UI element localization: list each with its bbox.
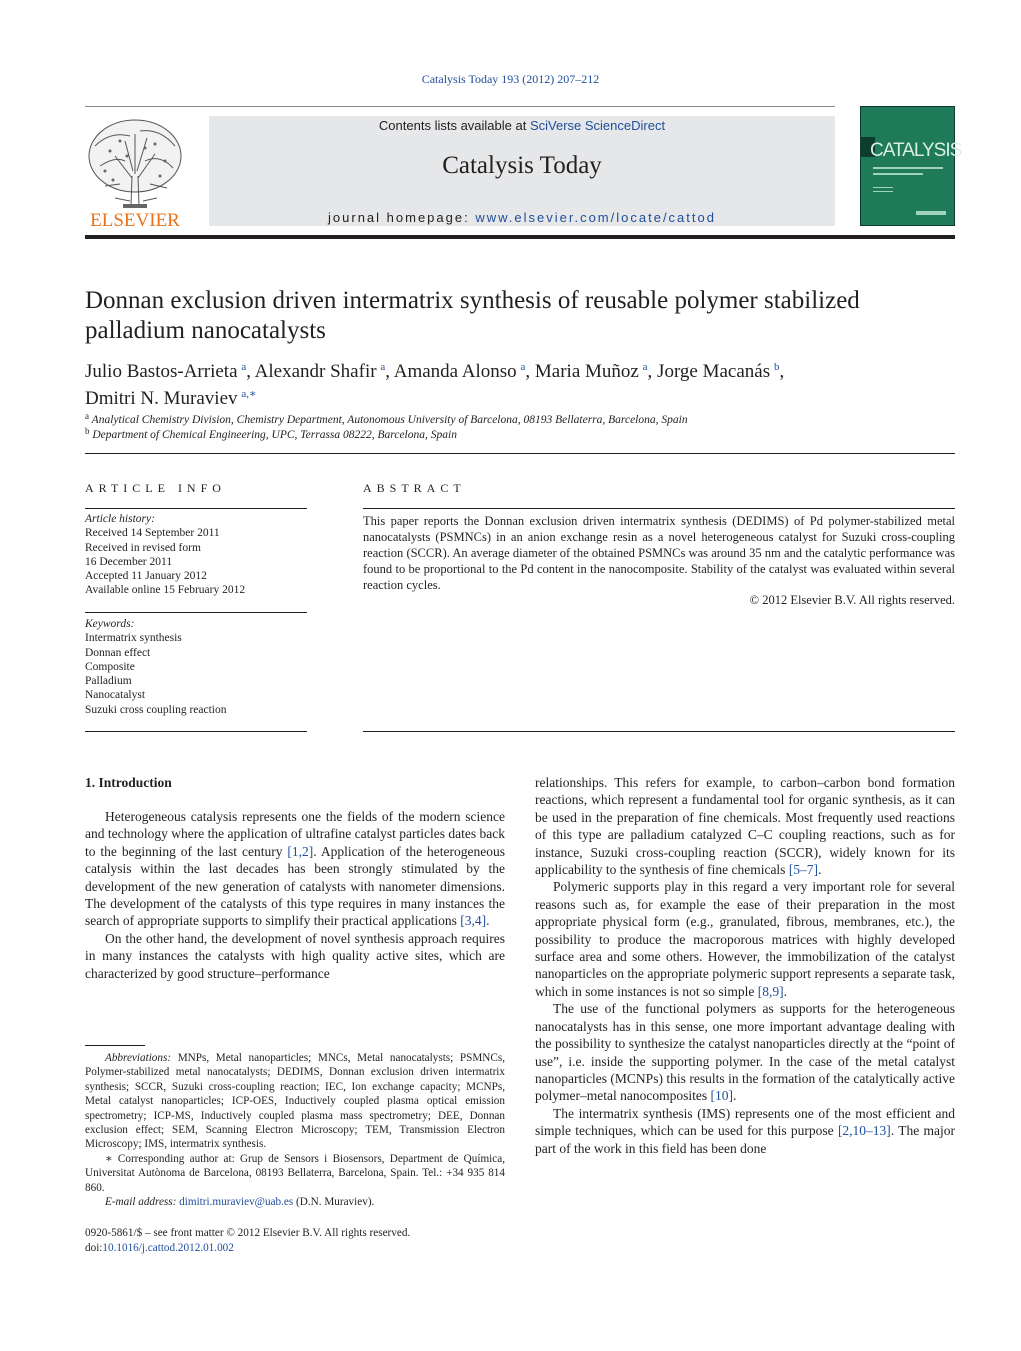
abstract-heading: ABSTRACT xyxy=(363,481,466,495)
body-paragraph xyxy=(85,808,505,930)
keywords xyxy=(85,617,307,717)
abstract-rule xyxy=(363,508,955,509)
affiliation-a xyxy=(85,411,688,426)
author-name: Alexandr Shafir xyxy=(254,361,377,382)
author-affiliation-marker[interactable]: a,∗ xyxy=(241,388,257,400)
keyword-item: Suzuki cross coupling reaction xyxy=(85,703,227,716)
author-separator: , xyxy=(385,361,394,382)
author-separator: , xyxy=(647,361,658,382)
body-column-right xyxy=(535,774,955,1157)
author-name: Jorge Macanás xyxy=(657,361,771,382)
footnotes xyxy=(85,1051,505,1209)
author-name: Dmitri N. Muraviev xyxy=(85,388,238,409)
history-label: Article history: xyxy=(85,513,155,525)
publisher-name: ELSEVIER xyxy=(90,210,180,228)
elsevier-logo xyxy=(85,116,185,228)
article-history xyxy=(85,512,307,598)
body-paragraph xyxy=(535,878,955,1000)
body-text: On the other hand, the development of novel synthesis approach requires in many instances the catalysts with high quality active sites, which are characterized by good structure–performance xyxy=(85,930,505,981)
body-column-left xyxy=(85,808,505,982)
homepage-prefix: journal homepage: xyxy=(328,210,476,225)
doi-link[interactable]: 10.1016/j.cattod.2012.01.002 xyxy=(102,1242,234,1254)
body-text: . xyxy=(732,1088,737,1104)
issn-block xyxy=(85,1226,410,1256)
author-name: Julio Bastos-Arrieta xyxy=(85,361,238,382)
email-label: E-mail address: xyxy=(105,1196,177,1209)
keywords-label: Keywords: xyxy=(85,618,135,630)
header-top-rule xyxy=(85,106,835,107)
article-info-heading: ARTICLE INFO xyxy=(85,481,226,495)
author-affiliation-marker[interactable]: a xyxy=(520,361,526,373)
journal-title: Catalysis Today xyxy=(442,152,602,179)
doi-prefix: doi: xyxy=(85,1242,103,1254)
body-paragraph xyxy=(535,774,955,878)
author-affiliation-marker[interactable]: a xyxy=(380,361,386,373)
keyword-item: Donnan effect xyxy=(85,646,151,659)
cover-art xyxy=(861,107,955,226)
email-suffix: (D.N. Muraviev). xyxy=(293,1196,375,1209)
author-separator: , xyxy=(779,361,785,382)
keyword-item: Palladium xyxy=(85,675,132,688)
history-items xyxy=(85,526,307,597)
email-footnote xyxy=(85,1195,505,1209)
citation-link[interactable]: [2,10–13] xyxy=(837,1123,891,1139)
author-separator: , xyxy=(525,361,535,382)
corresponding-author-footnote: ∗ Corresponding author at: Grup de Sensors i Biosensors, Department de Química, Universitat Autònoma de Barcelona, 08193 Bellaterra, Barcelona, Spain. Tel.: +34 935 814 860. xyxy=(85,1152,505,1194)
email-link[interactable]: dimitri.muraviev@uab.es xyxy=(179,1196,294,1209)
meta-divider xyxy=(85,453,955,454)
body-text: relationships. This refers for example, to carbon–carbon bond formation reactions, which represent a fundamental tool for organic synthesis, as it can be used in the preparation of fine chemicals. Most frequently used reactions of this type are palladium catalyzed C–C coupling reactions, such as for instance, Suzuki cross-coupling reaction (SCCR), widely known for its applicability to the synthesis of fine chemicals xyxy=(535,775,955,878)
body-text: . xyxy=(783,983,787,999)
keyword-item: Composite xyxy=(85,660,135,673)
introduction-heading: 1. Introduction xyxy=(85,775,172,790)
body-text: . xyxy=(486,913,490,929)
affiliation-b xyxy=(85,426,457,441)
body-text: The intermatrix synthesis (IMS) represents one of the most efficient and simple techniques, which can be used for this purpose xyxy=(535,1105,955,1139)
abstract-text: This paper reports the Donnan exclusion driven intermatrix synthesis (DEDIMS) of Pd polymer-stabilized metal nanocatalysts (PSMNCs) in an anion exchange resin as a novel heterogeneous catalyst for Suzuki cross-coupling reaction (SCCR). An average diameter of the obtained PSMNCs was around 35 nm and the catalytic performance was found to be proportional to the Pd content in the nanocomposite. Stability of the catalyst was evaluated within several reaction cycles. xyxy=(363,514,955,592)
journal-cover-image xyxy=(860,106,955,226)
citation-link[interactable]: [10] xyxy=(710,1088,733,1104)
author-separator: , xyxy=(246,361,255,382)
abbreviations-text: MNPs, Metal nanoparticles; MNCs, Metal nanocatalysts; PSMNCs, Polymer-stabilized metal nanocatalysts; DEDIMS, Donnan exclusion driven intermatrix synthesis; SCCR, Suzuki cross-coupling reaction; IEC, Ion exchange capacity; MCNPs, Metal catalyst nanoparticles; ICP-OES, Inductively coupled plasma optical emission spectrometry; ICP-MS, Inductively coupled plasma mass spectrometry; DEE, Donnan exclusion effect; SEM, Scanning Electron Microscopy; TEM, Transmission Electron Microscopy; IMS, intermatrix synthesis. xyxy=(85,1052,505,1151)
affiliation-text: Department of Chemical Engineering, UPC, Terrassa 08222, Barcelona, Spain xyxy=(92,429,457,441)
body-text: Heterogeneous catalysis represents one the fields of the modern science and technology where the application of ultrafine catalyst particles dates back to the beginning of the last century xyxy=(85,809,505,859)
journal-reference[interactable]: Catalysis Today 193 (2012) 207–212 xyxy=(421,72,600,86)
author-list xyxy=(85,356,955,410)
affiliation-marker: b xyxy=(85,426,90,436)
article-title: Donnan exclusion driven intermatrix synthesis of reusable polymer stabilized palladium nanocatalysts xyxy=(85,287,860,344)
doi-line xyxy=(85,1241,410,1256)
article-info-rule xyxy=(85,508,307,509)
author-affiliation-marker[interactable]: a xyxy=(642,361,648,373)
affiliation-marker: a xyxy=(85,411,89,421)
citation-link[interactable]: [8,9] xyxy=(757,983,784,999)
abbreviations-label: Abbreviations: xyxy=(105,1052,172,1064)
citation-link[interactable]: [3,4] xyxy=(460,913,487,929)
issn-line: 0920-5861/$ – see front matter © 2012 Elsevier B.V. All rights reserved. xyxy=(85,1227,411,1239)
body-paragraph xyxy=(535,1000,955,1104)
abstract-rule xyxy=(363,731,955,732)
article-info-rule xyxy=(85,612,307,613)
affiliation-text: Analytical Chemistry Division, Chemistry Department, Autonomous University of Barcelona, 08193 Bellaterra, Barcelona, Spain xyxy=(91,414,688,426)
keyword-item: Intermatrix synthesis xyxy=(85,632,182,645)
body-text: . The major part of the work in this field has been done xyxy=(535,1123,956,1156)
citation-link[interactable]: [5–7] xyxy=(788,862,819,878)
citation-link[interactable]: [1,2] xyxy=(287,843,314,859)
history-entry: Available online 15 February 2012 xyxy=(85,584,246,597)
body-text: . Application of the heterogeneous catalysis within the last decades has been strongly stimulated by the development of the new generation of catalysts with nanometer dimensions. The development of the catalysts of this type requires in many instances the search of appropriate supports to simplify their practical applications xyxy=(85,843,506,929)
author-affiliation-marker[interactable]: a xyxy=(241,361,247,373)
author-affiliation-marker[interactable]: b xyxy=(773,361,780,373)
header-thick-rule xyxy=(85,235,955,239)
article-info-rule xyxy=(85,731,307,732)
history-entry: Received 14 September 2011 xyxy=(85,527,220,540)
body-paragraph xyxy=(85,930,505,982)
author-name: Amanda Alonso xyxy=(393,361,517,382)
keyword-items xyxy=(85,631,307,717)
history-entry: 16 December 2011 xyxy=(85,555,173,568)
body-text: . xyxy=(818,862,822,878)
keyword-item: Nanocatalyst xyxy=(85,689,146,702)
homepage-line xyxy=(209,210,835,225)
elsevier-tree-icon xyxy=(85,116,185,228)
body-paragraph xyxy=(535,1105,955,1157)
body-text: The use of the functional polymers as supports for the heterogeneous nanocatalysts has in this sense, one more important advantage dealing with the possibility to synthesize the catalyst nanoparticles directly at the “point of use”, i.e. inside the supporting polymer. In the case of the metal catalyst nanoparticles (MCNPs) this results in the formation of the catalytically active polymer–metal nanocomposites xyxy=(535,1001,955,1104)
contents-prefix: Contents lists available at xyxy=(378,118,530,133)
contents-line xyxy=(209,118,835,133)
history-entry: Accepted 11 January 2012 xyxy=(85,570,207,583)
abstract-copyright: © 2012 Elsevier B.V. All rights reserved. xyxy=(749,593,955,607)
author-name: Maria Muñoz xyxy=(534,361,639,382)
abbreviations-footnote xyxy=(85,1051,505,1152)
sciencedirect-link[interactable]: SciVerse ScienceDirect xyxy=(529,118,666,133)
body-text: Polymeric supports play in this regard a very important role for several reasons such as, for example the ease of their preparation in the most appropriate physical form (e.g., granulated, fibrous, membranes, etc.), the possibility to produce the macroporous matrices with highly developed surface area and some others. However, the immobilization of the catalyst nanoparticles on the appropriate polymeric support represents a separate task, which in some instances is not so simple xyxy=(535,879,955,999)
cover-title: CATALYSIS xyxy=(870,140,962,161)
history-entry: Received in revised form xyxy=(85,541,201,554)
footnote-rule xyxy=(85,1045,145,1046)
homepage-link[interactable]: www.elsevier.com/locate/cattod xyxy=(475,210,716,225)
